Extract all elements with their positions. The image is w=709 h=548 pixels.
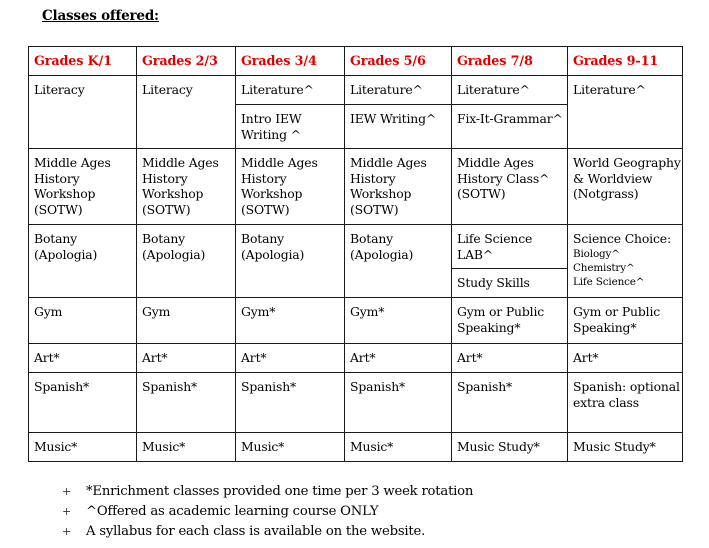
table-cell: Botany (Apologia) [236, 225, 345, 298]
science-choice-cell [568, 225, 683, 298]
table-cell: Gym* [236, 298, 345, 344]
table-cell: Music* [29, 433, 137, 462]
table-cell: Spanish* [137, 373, 236, 433]
table-cell: Music* [137, 433, 236, 462]
table-cell: Music Study* [568, 433, 683, 462]
table-row [29, 225, 683, 269]
table-cell: Art* [568, 344, 683, 373]
grade-header: Grades 7/8 [452, 47, 568, 76]
table-cell: Literacy [29, 76, 137, 149]
table-cell: Botany (Apologia) [29, 225, 137, 298]
table-cell: Literature^ [452, 76, 568, 105]
table-cell: Fix-It-Grammar^ [452, 105, 568, 149]
page-title: Classes offered: [42, 8, 159, 24]
grade-header: Grades 3/4 [236, 47, 345, 76]
table-cell: Art* [29, 344, 137, 373]
table-cell: Middle Ages History Class^ (SOTW) [452, 149, 568, 225]
table-row [29, 344, 683, 373]
table-cell: Gym [137, 298, 236, 344]
table-cell: Gym* [345, 298, 452, 344]
table-cell: Life Science LAB^ [452, 225, 568, 269]
grade-header: Grades 9-11 [568, 47, 683, 76]
table-cell: Intro IEW Writing ^ [236, 105, 345, 149]
science-option: Chemistry^ [573, 261, 635, 274]
table-cell: Gym or Public Speaking* [452, 298, 568, 344]
note-item [62, 502, 473, 522]
table-cell: Art* [345, 344, 452, 373]
table-cell: Gym [29, 298, 137, 344]
plus-bullet-icon: + [62, 525, 72, 538]
note-item [62, 482, 473, 502]
table-cell: Art* [137, 344, 236, 373]
note-item [62, 522, 473, 542]
grade-header: Grades 5/6 [345, 47, 452, 76]
table-row [29, 76, 683, 105]
table-cell: Music* [345, 433, 452, 462]
table-cell: Botany (Apologia) [137, 225, 236, 298]
science-choice-title: Science Choice: [573, 231, 671, 246]
table-cell: Literacy [137, 76, 236, 149]
table-cell: Spanish: optional extra class [568, 373, 683, 433]
table-cell: Spanish* [345, 373, 452, 433]
notes-list [62, 482, 473, 542]
table-cell: Music* [236, 433, 345, 462]
table-cell: Literature^ [236, 76, 345, 105]
table-cell: IEW Writing^ [345, 105, 452, 149]
table-cell: Middle Ages History Workshop (SOTW) [137, 149, 236, 225]
table-cell: Literature^ [568, 76, 683, 149]
science-option: Biology^ [573, 247, 620, 260]
table-cell: Study Skills [452, 269, 568, 298]
note-text: ^Offered as academic learning course ONLY [86, 504, 379, 519]
table-cell: Art* [236, 344, 345, 373]
table-cell: Middle Ages History Workshop (SOTW) [236, 149, 345, 225]
science-option: Life Science^ [573, 275, 645, 288]
table-cell: Spanish* [452, 373, 568, 433]
grade-header: Grades K/1 [29, 47, 137, 76]
table-cell: Middle Ages History Workshop (SOTW) [345, 149, 452, 225]
classes-table [28, 46, 683, 462]
table-cell: World Geography & Worldview (Notgrass) [568, 149, 683, 225]
table-cell: Literature^ [345, 76, 452, 105]
table-row [29, 433, 683, 462]
table-cell: Music Study* [452, 433, 568, 462]
note-text: A syllabus for each class is available on the website. [86, 524, 426, 539]
table-cell: Gym or Public Speaking* [568, 298, 683, 344]
table-cell: Middle Ages History Workshop (SOTW) [29, 149, 137, 225]
plus-bullet-icon: + [62, 505, 72, 518]
table-row [29, 373, 683, 433]
plus-bullet-icon: + [62, 485, 72, 498]
table-cell: Spanish* [29, 373, 137, 433]
table-cell: Botany (Apologia) [345, 225, 452, 298]
table-header-row [29, 47, 683, 76]
table-cell: Art* [452, 344, 568, 373]
table-row [29, 149, 683, 225]
table-row [29, 298, 683, 344]
grade-header: Grades 2/3 [137, 47, 236, 76]
note-text: *Enrichment classes provided one time per 3 week rotation [86, 484, 474, 499]
table-cell: Spanish* [236, 373, 345, 433]
